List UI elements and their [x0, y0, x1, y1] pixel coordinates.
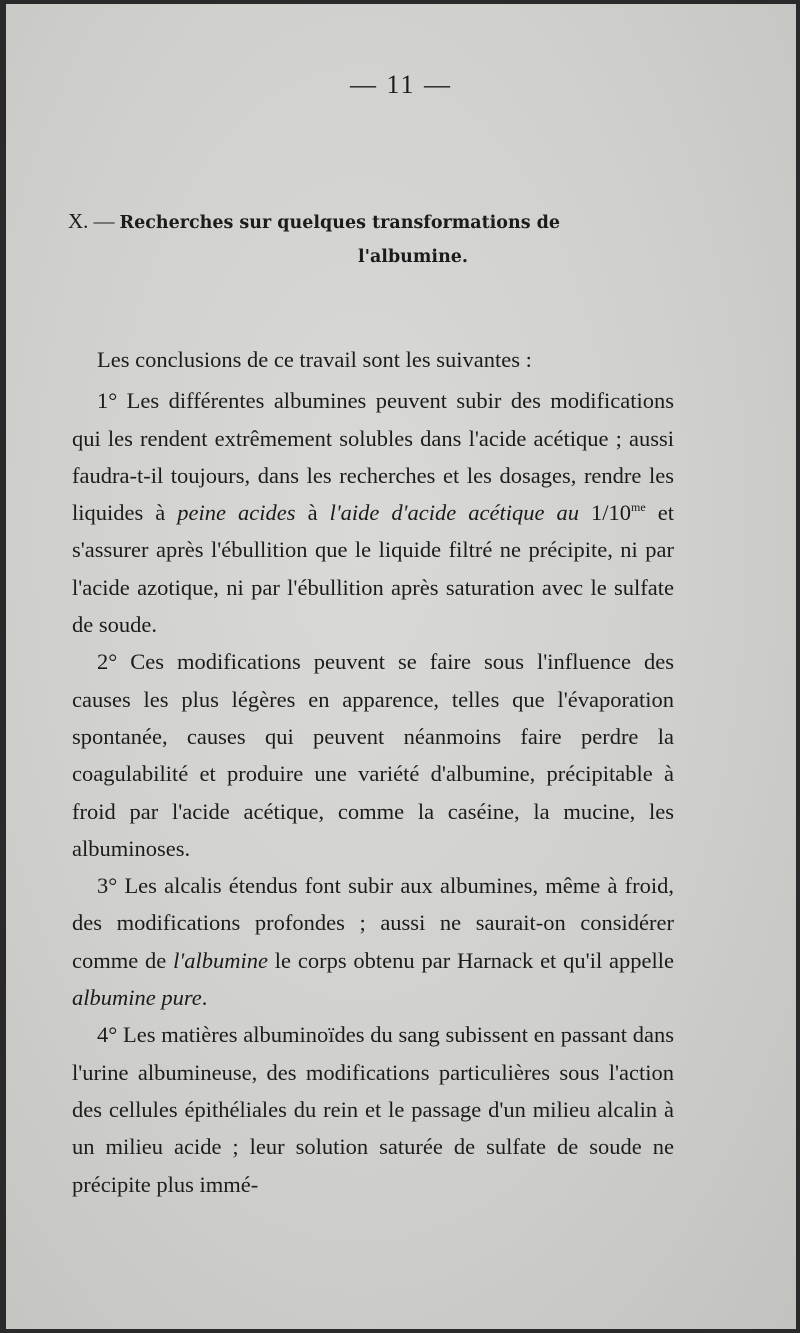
item-text: le corps obtenu par Harnack et qu'il appelle — [267, 947, 674, 973]
item-number: 4° — [97, 1022, 118, 1048]
item-number: 1° — [97, 388, 118, 414]
document-page — [6, 4, 796, 1329]
conclusion-2 — [72, 643, 674, 867]
conclusion-1 — [72, 382, 674, 643]
item-text: . — [201, 985, 208, 1011]
item-text: 1/10 — [578, 500, 632, 526]
conclusion-4 — [72, 1016, 674, 1202]
item-text: Les différentes albumines peuvent subir des modifications qui les rendent extrêmement solubles dans l'acide acétique ; aussi faudra-t-il toujours, dans les recherches et les dosages, rendre les liquides à — [72, 388, 674, 526]
section-title-line1: Recherches sur quelques transformations de — [119, 213, 561, 233]
item-text: Les alcalis étendus font subir aux albumines, même à froid, des modifications profondes ; aussi ne saurait-on considérer comme de — [72, 873, 674, 973]
intro-paragraph: Les conclusions de ce travail sont les suivantes : — [97, 347, 532, 372]
item-text: et s'assurer après l'ébullition que le liquide filtré ne précipite, ni par l'acide azotique, ni par l'ébullition après saturation avec le sulfate de soude. — [72, 500, 674, 638]
item-superscript: me — [631, 500, 646, 515]
item-emphasis: albumine pure — [72, 985, 202, 1011]
item-number: 3° — [97, 873, 118, 899]
body-text — [72, 341, 674, 1203]
page-number: — 11 — — [349, 70, 453, 99]
item-text: Ces modifications peuvent se faire sous l'influence des causes les plus légères en apparence, telles que l'évaporation spontanée, causes qui peuvent néanmoins faire perdre la coagulabilité et produire une variété d'albumine, précipitable à froid par l'acide acétique, comme la caséine, la mucine, les albuminoses. — [72, 649, 674, 861]
section-numeral: X. — — [68, 209, 115, 233]
conclusion-3 — [72, 867, 674, 1016]
item-number: 2° — [97, 649, 118, 675]
item-emphasis: l'aide d'acide acétique au — [329, 500, 579, 526]
section-heading — [68, 204, 728, 274]
section-title-line2: l'albumine. — [357, 247, 469, 267]
item-text: à — [295, 500, 330, 526]
item-emphasis: l'albumine — [173, 947, 268, 973]
item-emphasis: peine acides — [177, 500, 296, 526]
item-text: Les matières albuminoïdes du sang subissent en passant dans l'urine albumineuse, des modifications particulières sous l'action des cellules épithéliales du rein et le passage d'un milieu alcalin à un milieu acide ; leur solution saturée de sulfate de soude ne précipite plus immé- — [72, 1022, 674, 1197]
